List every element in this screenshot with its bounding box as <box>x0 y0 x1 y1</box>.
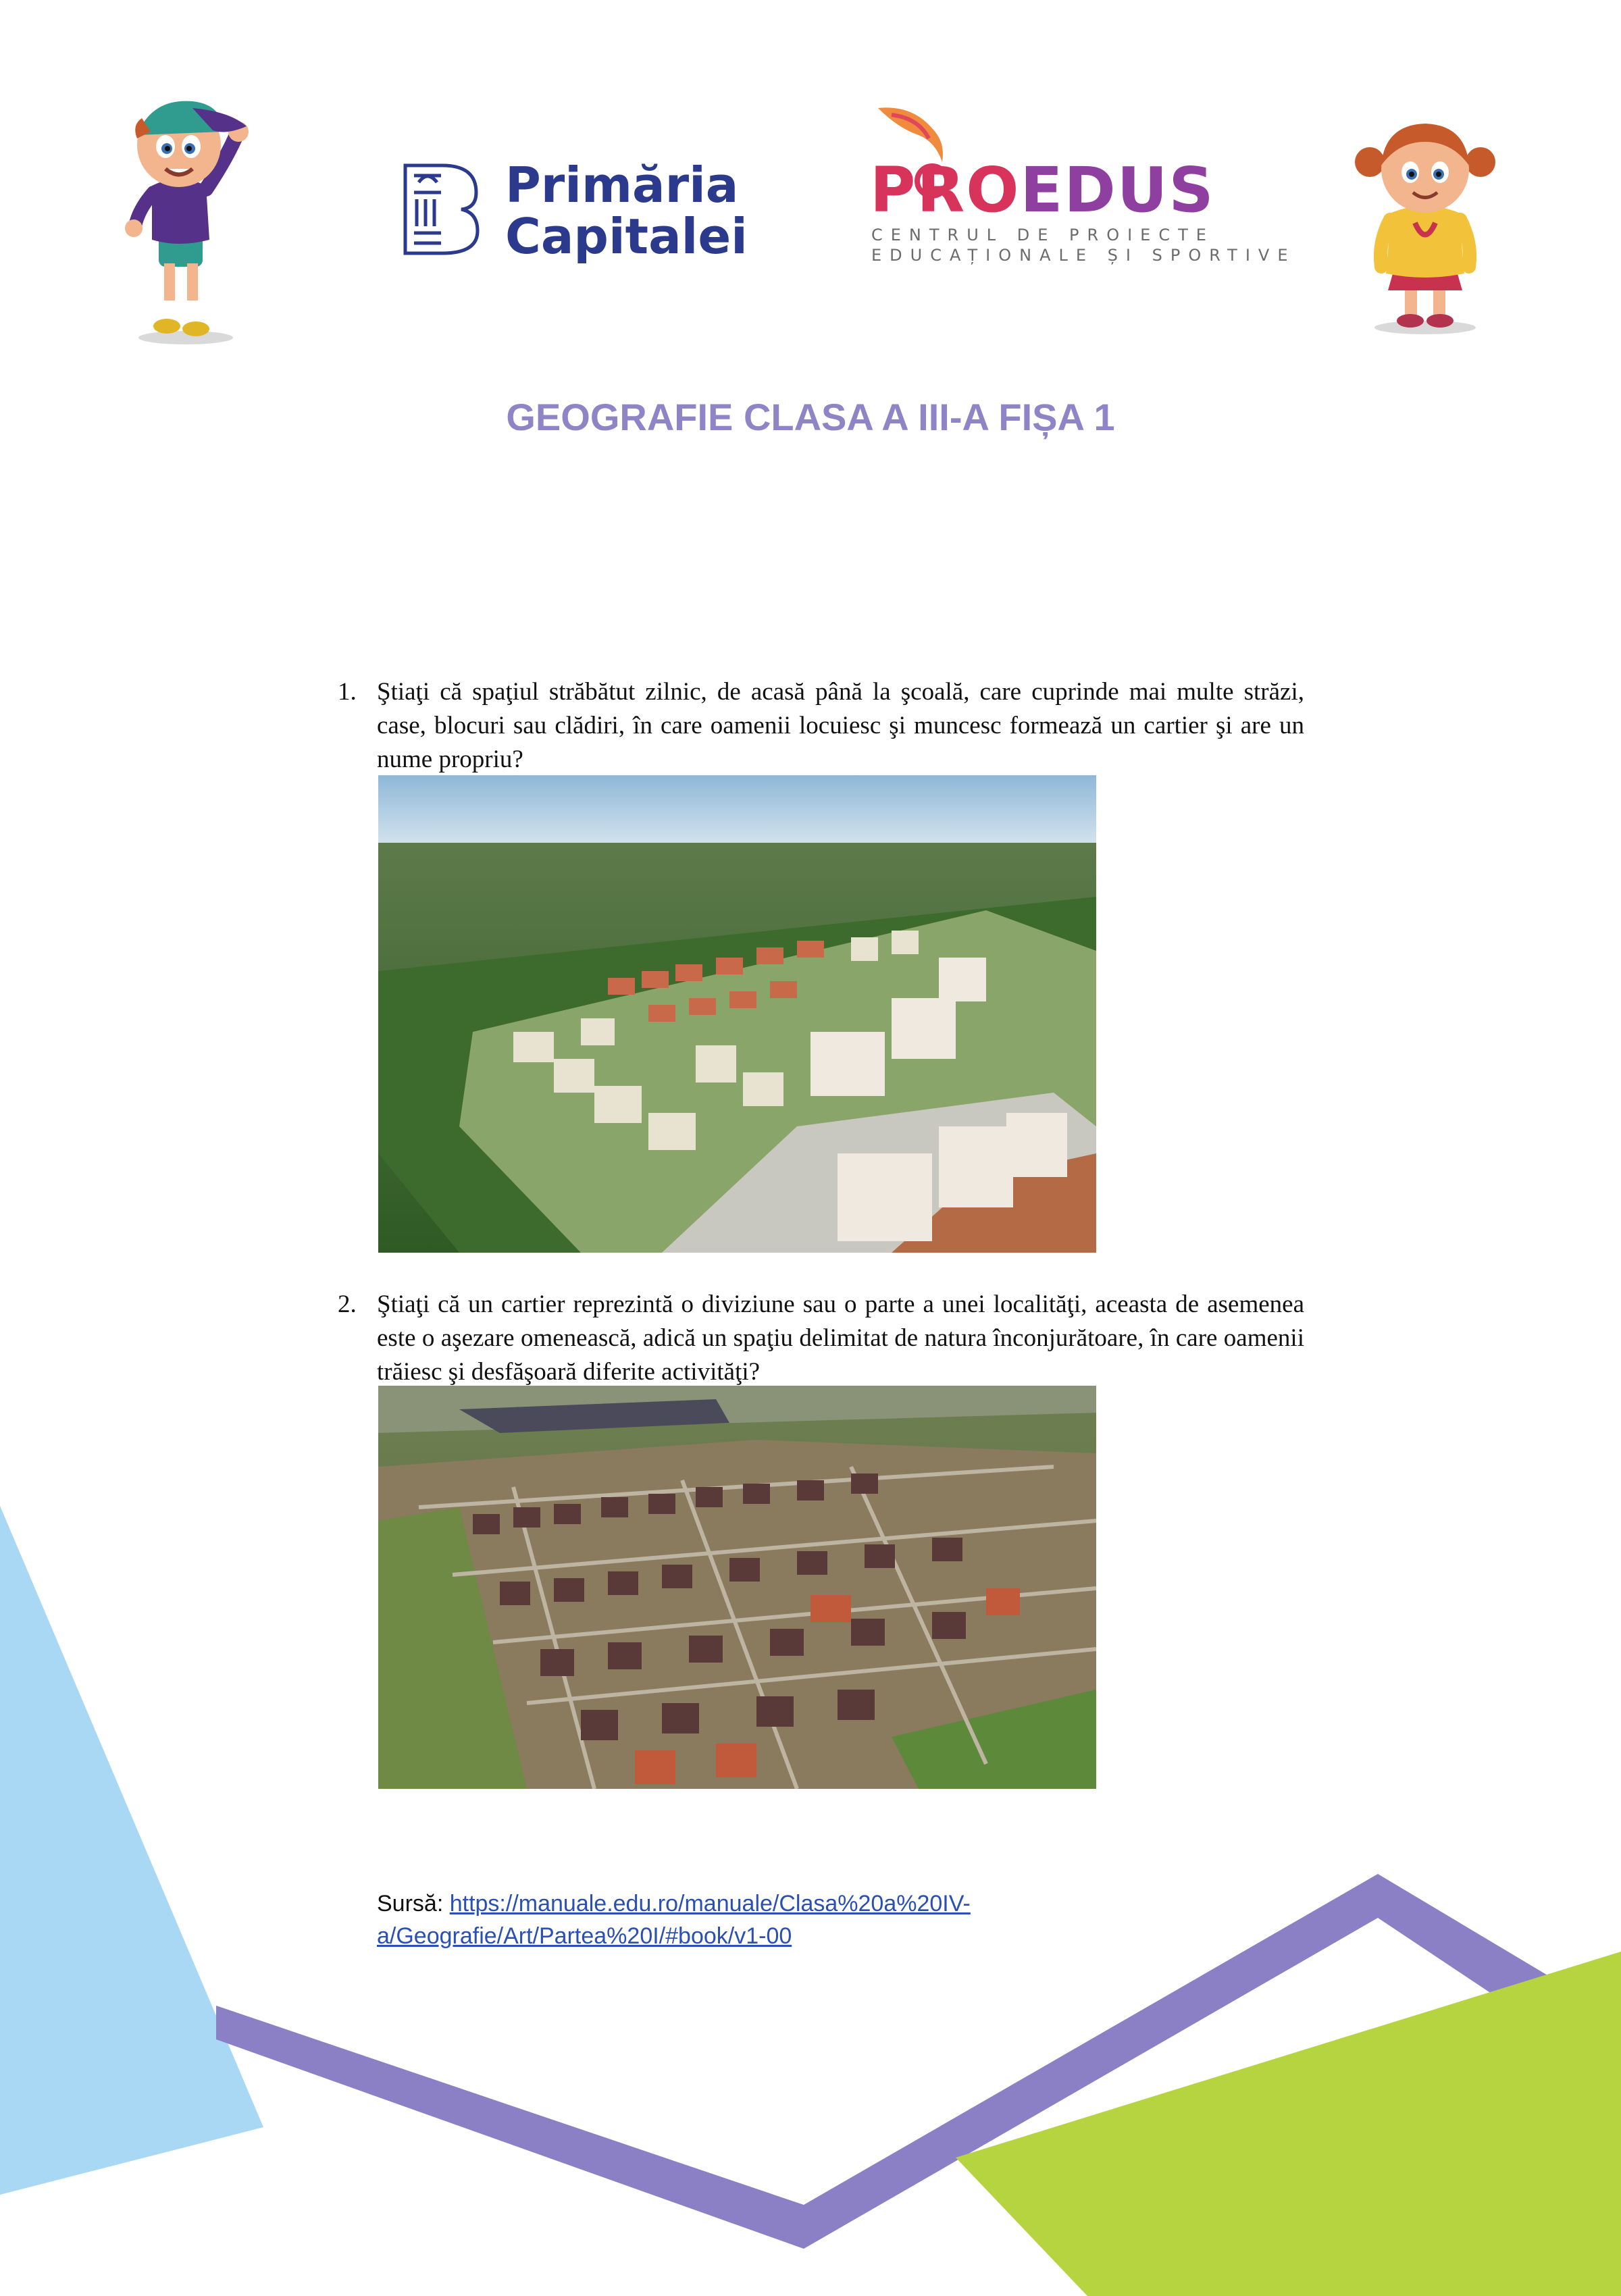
primaria-capitalei-emblem <box>402 162 480 257</box>
question-2-text: Ştiaţi că un cartier reprezintă o diviziune sau o parte a unei localităţi, aceasta de asemenea este o aşezare omenească, adică un spaţiu delimitat de natura înconjurătoare, în care oamenii trăiesc şi desfăşoară diferite activităţi? <box>377 1290 1304 1386</box>
source-link-line2[interactable]: a/Geografie/Art/Partea%20I/#book/v1-00 <box>377 1923 792 1949</box>
proedus-subtitle <box>871 225 1295 265</box>
logo-line-primaria: Primăria <box>505 157 739 213</box>
primaria-capitalei-logo <box>505 157 748 265</box>
source-citation <box>377 1887 1052 1952</box>
light-blue-triangle <box>0 1506 263 2195</box>
proedus-logo: PROEDUS <box>870 154 1215 226</box>
proedus-name-part2: EDUS <box>1020 154 1215 226</box>
neighborhood-aerial-photo-1 <box>378 775 1096 1253</box>
lime-triangle <box>956 1952 1621 2296</box>
source-link-line1[interactable]: https://manuale.edu.ro/manuale/Clasa%20a%20IV- <box>449 1891 971 1916</box>
question-2-number: 2. <box>338 1290 357 1318</box>
page-title: GEOGRAFIE CLASA A III-A FIȘA 1 <box>506 396 1115 438</box>
proedus-name-part1: PR <box>870 154 967 226</box>
neighborhood-aerial-photo-2 <box>378 1386 1096 1789</box>
question-1-number: 1. <box>338 678 357 706</box>
proedus-subtitle-line2: EDUCAȚIONALE ȘI SPORTIVE <box>871 246 1296 265</box>
logo-line-capitalei: Capitalei <box>505 208 748 265</box>
source-label: Sursă: <box>377 1891 450 1916</box>
question-1-text: Ştiaţi că spaţiul străbătut zilnic, de acasă până la şcoală, care cuprinde mai multe străzi, case, blocuri sau clădiri, în care oamenii locuiesc şi muncesc formează un cartier şi are un nume propriu? <box>377 678 1304 773</box>
proedus-subtitle-line1: CENTRUL DE PROIECTE <box>871 226 1214 244</box>
girl-character-illustration <box>1351 105 1499 338</box>
boy-character-illustration <box>111 71 253 348</box>
